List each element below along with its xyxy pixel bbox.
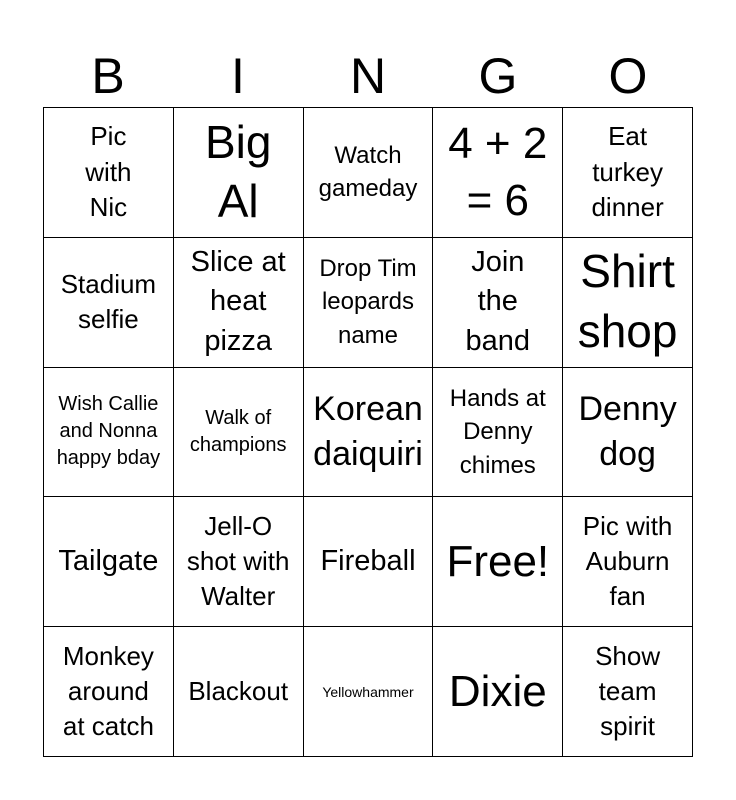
bingo-cell[interactable]: [433, 238, 563, 368]
cell-label: Blackout: [188, 675, 289, 706]
bingo-header: [43, 44, 693, 108]
header-letter-i: I: [231, 48, 245, 104]
bingo-cell[interactable]: [304, 497, 434, 627]
cell-label: Tailgate: [58, 545, 159, 578]
cell-label: Yellowhammer: [322, 683, 414, 700]
bingo-cell[interactable]: [44, 368, 174, 498]
bingo-cell[interactable]: [304, 238, 434, 368]
cell-label: Show team spirit: [595, 640, 661, 742]
cell-label: Drop Tim leopards name: [319, 254, 417, 349]
bingo-cell[interactable]: [563, 627, 693, 757]
cell-label: Hands at Denny chimes: [449, 384, 546, 479]
free-space-label: Free!: [446, 537, 550, 587]
cell-label: Big Al: [204, 115, 272, 228]
header-letter-b: B: [91, 48, 125, 104]
header-letter-n: N: [349, 48, 387, 104]
bingo-cell[interactable]: [44, 497, 174, 627]
cell-label: Monkey around at catch: [62, 640, 154, 742]
cell-label: Join the band: [465, 246, 531, 357]
cell-label: Eat turkey dinner: [591, 121, 664, 223]
bingo-cell[interactable]: [563, 108, 693, 238]
cell-label: Pic with Auburn fan: [582, 510, 673, 612]
cell-label: Wish Callie and Nonna happy bday: [56, 393, 161, 470]
free-space-cell[interactable]: [433, 497, 563, 627]
cell-label: Korean daiquiri: [313, 390, 423, 473]
cell-label: Jell-O shot with Walter: [186, 510, 290, 612]
cell-label: Shirt shop: [577, 245, 678, 358]
cell-label: Walk of champions: [189, 406, 287, 456]
cell-label: Dixie: [448, 667, 547, 716]
header-letter-g: G: [478, 48, 518, 104]
cell-label: Pic with Nic: [85, 121, 132, 223]
bingo-cell[interactable]: [174, 108, 304, 238]
bingo-cell[interactable]: [433, 108, 563, 238]
bingo-cell[interactable]: [44, 108, 174, 238]
bingo-cell[interactable]: [174, 368, 304, 498]
bingo-cell[interactable]: [563, 497, 693, 627]
bingo-board: [43, 107, 693, 757]
bingo-cell[interactable]: [563, 368, 693, 498]
bingo-cell[interactable]: [304, 108, 434, 238]
cell-label: Slice at heat pizza: [190, 246, 286, 357]
cell-label: Denny dog: [578, 390, 677, 473]
bingo-cell[interactable]: [44, 238, 174, 368]
bingo-cell[interactable]: [433, 368, 563, 498]
cell-label: Stadium selfie: [60, 268, 157, 335]
bingo-cell[interactable]: [174, 497, 304, 627]
bingo-cell[interactable]: [304, 368, 434, 498]
bingo-cell[interactable]: [304, 627, 434, 757]
cell-label: Fireball: [320, 545, 416, 578]
bingo-cell[interactable]: [433, 627, 563, 757]
bingo-cell[interactable]: [44, 627, 174, 757]
cell-label: 4 + 2 = 6: [448, 119, 548, 226]
bingo-cell[interactable]: [174, 627, 304, 757]
header-letter-o: O: [608, 48, 648, 104]
cell-label: Watch gameday: [318, 141, 418, 203]
bingo-cell[interactable]: [174, 238, 304, 368]
bingo-cell[interactable]: [563, 238, 693, 368]
